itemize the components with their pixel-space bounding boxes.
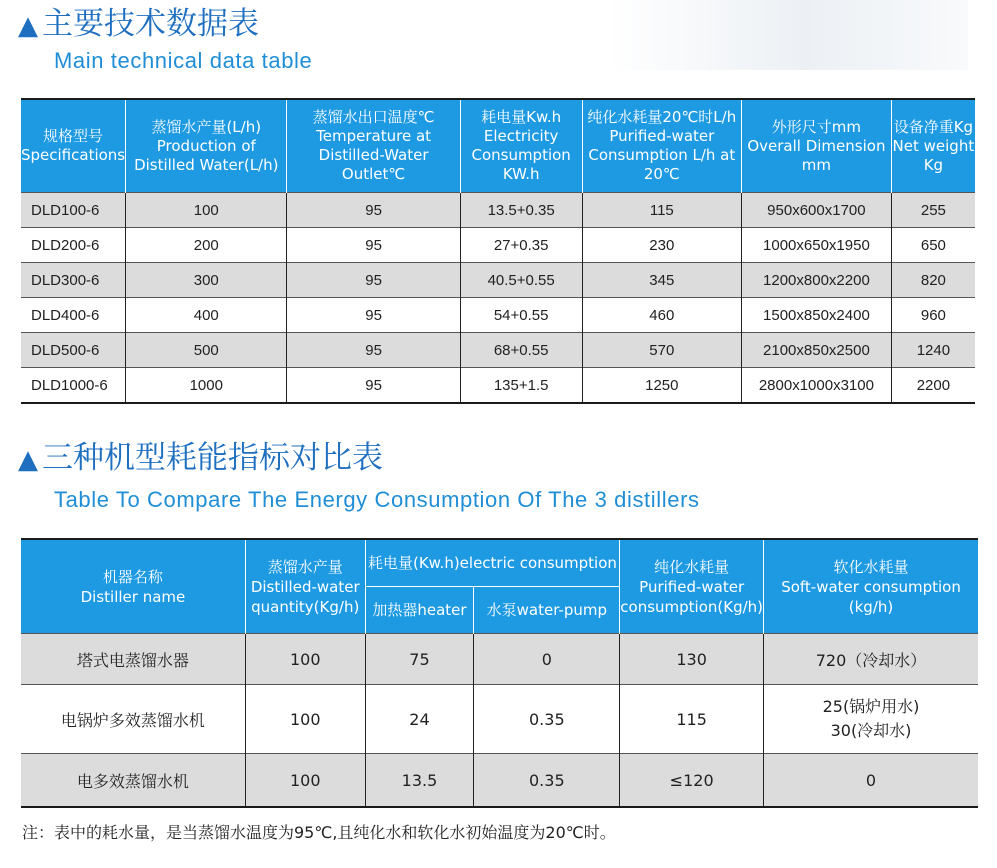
background-decoration bbox=[608, 0, 968, 70]
cell-electricity: 27+0.35 bbox=[460, 228, 582, 263]
header-distiller-name: 机器名称 Distiller name bbox=[21, 539, 245, 634]
cell-distiller-name: 电多效蒸馏水机 bbox=[21, 754, 245, 808]
cell-temperature: 95 bbox=[287, 193, 460, 228]
table-header-row bbox=[21, 539, 978, 587]
header-electricity: 耗电量Kw.h Electricity Consumption KW.h bbox=[460, 99, 582, 193]
header-net-weight: 设备净重Kg Net weight Kg bbox=[891, 99, 975, 193]
table-row bbox=[21, 298, 975, 333]
cell-dimension: 1500x850x2400 bbox=[742, 298, 892, 333]
header-purified-water: 纯化水耗量 Purified-water consumption(Kg/h) bbox=[620, 539, 764, 634]
cell-heater: 75 bbox=[365, 634, 474, 685]
table-row bbox=[21, 368, 975, 404]
cell-weight: 650 bbox=[891, 228, 975, 263]
cell-distiller-name: 塔式电蒸馏水器 bbox=[21, 634, 245, 685]
cell-model: DLD300-6 bbox=[21, 263, 126, 298]
cell-heater: 13.5 bbox=[365, 754, 474, 808]
cell-temperature: 95 bbox=[287, 368, 460, 404]
table-row bbox=[21, 333, 975, 368]
table-row bbox=[21, 263, 975, 298]
cell-production: 400 bbox=[126, 298, 287, 333]
cell-model: DLD100-6 bbox=[21, 193, 126, 228]
cell-soft-water: 720（冷却水） bbox=[764, 634, 978, 685]
table-row bbox=[21, 685, 978, 754]
cell-heater: 24 bbox=[365, 685, 474, 754]
cell-electricity: 40.5+0.55 bbox=[460, 263, 582, 298]
section2-title-cn: 三种机型耗能指标对比表 bbox=[42, 440, 383, 476]
header-heater: 加热器heater bbox=[365, 587, 474, 634]
cell-soft-water: 0 bbox=[764, 754, 978, 808]
cell-purified: 460 bbox=[582, 298, 741, 333]
header-water-pump: 水泵water-pump bbox=[474, 587, 620, 634]
header-dimension: 外形尺寸mm Overall Dimension mm bbox=[742, 99, 892, 193]
cell-temperature: 95 bbox=[287, 263, 460, 298]
header-specifications: 规格型号 Specifications bbox=[21, 99, 126, 193]
cell-model: DLD1000-6 bbox=[21, 368, 126, 404]
triangle-icon: ▲ bbox=[18, 445, 38, 475]
cell-pump: 0.35 bbox=[474, 685, 620, 754]
cell-model: DLD500-6 bbox=[21, 333, 126, 368]
cell-weight: 2200 bbox=[891, 368, 975, 404]
cell-purified: ≤120 bbox=[620, 754, 764, 808]
cell-model: DLD400-6 bbox=[21, 298, 126, 333]
energy-comparison-table bbox=[21, 538, 978, 808]
cell-purified: 345 bbox=[582, 263, 741, 298]
cell-purified: 230 bbox=[582, 228, 741, 263]
cell-temperature: 95 bbox=[287, 228, 460, 263]
cell-quantity: 100 bbox=[245, 685, 365, 754]
cell-temperature: 95 bbox=[287, 298, 460, 333]
table-row bbox=[21, 754, 978, 808]
header-soft-water: 软化水耗量 Soft-water consumption (kg/h) bbox=[764, 539, 978, 634]
cell-purified: 570 bbox=[582, 333, 741, 368]
section2-title bbox=[18, 440, 383, 478]
cell-production: 300 bbox=[126, 263, 287, 298]
cell-quantity: 100 bbox=[245, 634, 365, 685]
cell-electricity: 68+0.55 bbox=[460, 333, 582, 368]
cell-distiller-name: 电锅炉多效蒸馏水机 bbox=[21, 685, 245, 754]
cell-dimension: 1000x650x1950 bbox=[742, 228, 892, 263]
triangle-icon: ▲ bbox=[18, 11, 38, 41]
cell-quantity: 100 bbox=[245, 754, 365, 808]
cell-pump: 0.35 bbox=[474, 754, 620, 808]
cell-weight: 960 bbox=[891, 298, 975, 333]
header-production: 蒸馏水产量(L/h) Production of Distilled Water(L/h) bbox=[126, 99, 287, 193]
footnote: 注：表中的耗水量，是当蒸馏水温度为95℃,且纯化水和软化水初始温度为20℃时。 bbox=[22, 823, 616, 842]
header-electric-consumption: 耗电量(Kw.h)electric consumption bbox=[365, 539, 620, 587]
cell-dimension: 950x600x1700 bbox=[742, 193, 892, 228]
section1-title bbox=[18, 6, 259, 44]
section1-title-cn: 主要技术数据表 bbox=[42, 6, 259, 42]
cell-weight: 1240 bbox=[891, 333, 975, 368]
cell-weight: 255 bbox=[891, 193, 975, 228]
cell-dimension: 2800x1000x3100 bbox=[742, 368, 892, 404]
cell-model: DLD200-6 bbox=[21, 228, 126, 263]
cell-weight: 820 bbox=[891, 263, 975, 298]
cell-production: 1000 bbox=[126, 368, 287, 404]
cell-production: 500 bbox=[126, 333, 287, 368]
cell-temperature: 95 bbox=[287, 333, 460, 368]
cell-soft-water: 25(锅炉用水) 30(冷却水) bbox=[764, 685, 978, 754]
cell-purified: 115 bbox=[582, 193, 741, 228]
table-row bbox=[21, 193, 975, 228]
main-technical-data-table bbox=[21, 98, 975, 404]
cell-dimension: 1200x800x2200 bbox=[742, 263, 892, 298]
cell-pump: 0 bbox=[474, 634, 620, 685]
header-purified-water: 纯化水耗量20℃时L/h Purified-water Consumption L/h at 20℃ bbox=[582, 99, 741, 193]
cell-purified: 130 bbox=[620, 634, 764, 685]
cell-electricity: 13.5+0.35 bbox=[460, 193, 582, 228]
cell-electricity: 54+0.55 bbox=[460, 298, 582, 333]
cell-production: 100 bbox=[126, 193, 287, 228]
section2-subtitle: Table To Compare The Energy Consumption Of The 3 distillers bbox=[54, 487, 700, 512]
cell-purified: 115 bbox=[620, 685, 764, 754]
cell-dimension: 2100x850x2500 bbox=[742, 333, 892, 368]
cell-production: 200 bbox=[126, 228, 287, 263]
header-outlet-temperature: 蒸馏水出口温度℃ Temperature at Distilled-Water Outlet℃ bbox=[287, 99, 460, 193]
table-row bbox=[21, 228, 975, 263]
cell-purified: 1250 bbox=[582, 368, 741, 404]
table-row bbox=[21, 634, 978, 685]
table-header-row bbox=[21, 99, 975, 193]
cell-electricity: 135+1.5 bbox=[460, 368, 582, 404]
header-distilled-quantity: 蒸馏水产量 Distilled-water quantity(Kg/h) bbox=[245, 539, 365, 634]
section1-subtitle: Main technical data table bbox=[54, 48, 313, 73]
